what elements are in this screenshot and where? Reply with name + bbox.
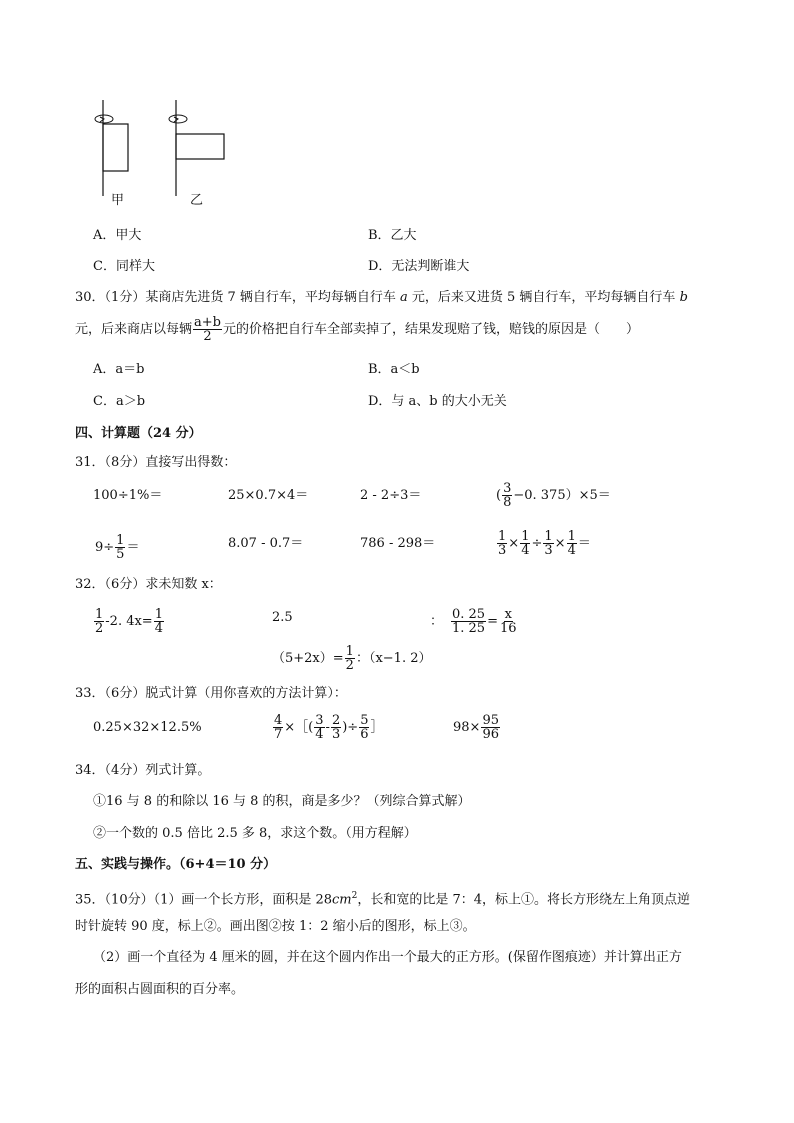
q31-expr-8: $\frac{1}{3}$ × $\frac{1}{4}$ ÷ $\frac{1}{3}$ × $\frac{1}{4}$ ＝ <box>498 529 591 558</box>
q32-equation-3: $\frac{0. 25}{1. 25}$ = $\frac{x}{16}$ <box>452 607 517 636</box>
q31-expr-3: 2 - 2÷3＝ <box>360 488 422 503</box>
q31-expr-6: 8.07 - 0.7＝ <box>228 536 304 551</box>
q33-title: 33．（6分）脱式计算（用你喜欢的方法计算）： <box>75 686 347 701</box>
q29-option-a: A．甲大 <box>93 228 142 243</box>
q35-line-1: 35．（10分）（1）画一个长方形，面积是 $28cm^2$，长和宽的比是 7：4，标上①。将长方形绕左上角顶点逆 <box>75 891 691 908</box>
q29-option-b: B．乙大 <box>368 228 417 243</box>
q30-option-d: D．与 a、b 的大小无关 <box>368 394 507 409</box>
figure-label-yi: 乙 <box>190 193 204 208</box>
q29-option-d: D．无法判断谁大 <box>368 259 470 274</box>
q34-item-2: ②一个数的 0.5 倍比 2.5 多 8，求这个数。（用方程解） <box>93 826 417 841</box>
q32-equation-2-bottom: （5+2x）= $\frac{1}{2}$ ：（x−1. 2） <box>272 644 432 673</box>
q30-line2: 元，后来商店以每辆 $\frac{a+b}{2}$ 元的价格把自行车全部卖掉了，结果发现赔了钱，赔钱的原因是（ ） <box>75 315 639 344</box>
q32-equation-2-top: 2.5 <box>272 610 293 625</box>
q31-expr-4: ( $\frac{3}{8}$ −0. 375）×5＝ <box>496 481 611 510</box>
q30-option-c: C．a＞b <box>93 394 146 409</box>
q35-line-4: 形的面积占圆面积的百分率。 <box>75 982 245 997</box>
figure-label-jia: 甲 <box>111 193 125 208</box>
q34-item-1: ①16 与 8 的和除以 16 与 8 的积，商是多少？（列综合算式解） <box>93 794 471 809</box>
q35-line-2: 时针旋转 90 度，标上②。画出图②按 1：2 缩小后的图形，标上③。 <box>75 919 476 934</box>
q30-option-b: B．a＜b <box>368 362 420 377</box>
q32-equation-3-colon: ： <box>430 614 444 629</box>
q34-title: 34．（4分）列式计算。 <box>75 763 211 778</box>
q33-expr-1: 0.25×32×12.5% <box>93 720 202 735</box>
q33-expr-3: 98× $\frac{95}{96}$ <box>453 713 499 742</box>
q31-expr-2: 25×0.7×4＝ <box>228 488 309 503</box>
q33-expr-2: $\frac{4}{7}$ ×［( $\frac{3}{4}$ - $\frac{2}{3}$ )÷ $\frac{5}{6}$ ］ <box>274 713 384 742</box>
q30-option-a: A．a＝b <box>93 362 145 377</box>
q35-line-3: （2）画一个直径为 4 厘米的圆，并在这个圆内作出一个最大的正方形。(保留作图痕迹）并计算出正方 <box>93 950 682 965</box>
q32-title: 32．（6分）求未知数 x： <box>75 577 222 592</box>
section5-heading: 五、实践与操作。（6+4＝10 分） <box>75 857 277 872</box>
q31-expr-7: 786 - 298＝ <box>360 536 436 551</box>
section4-heading: 四、计算题（24 分） <box>75 426 202 441</box>
q29-option-c: C．同样大 <box>93 259 155 274</box>
q31-title: 31．（8分）直接写出得数： <box>75 455 237 470</box>
q32-equation-1: $\frac{1}{2}$ -2. 4x= $\frac{1}{4}$ <box>95 607 163 636</box>
q30-fraction: $\frac{a+b}{2}$ <box>194 315 221 344</box>
q31-expr-5: 9÷ $\frac{1}{5}$ ＝ <box>95 533 140 562</box>
q30-line1: 30．（1分）某商店先进货 7 辆自行车，平均每辆自行车 a 元，后来又进货 5 辆自行车，平均每辆自行车 b <box>75 290 688 305</box>
q31-expr-1: 100÷1%＝ <box>93 488 163 503</box>
